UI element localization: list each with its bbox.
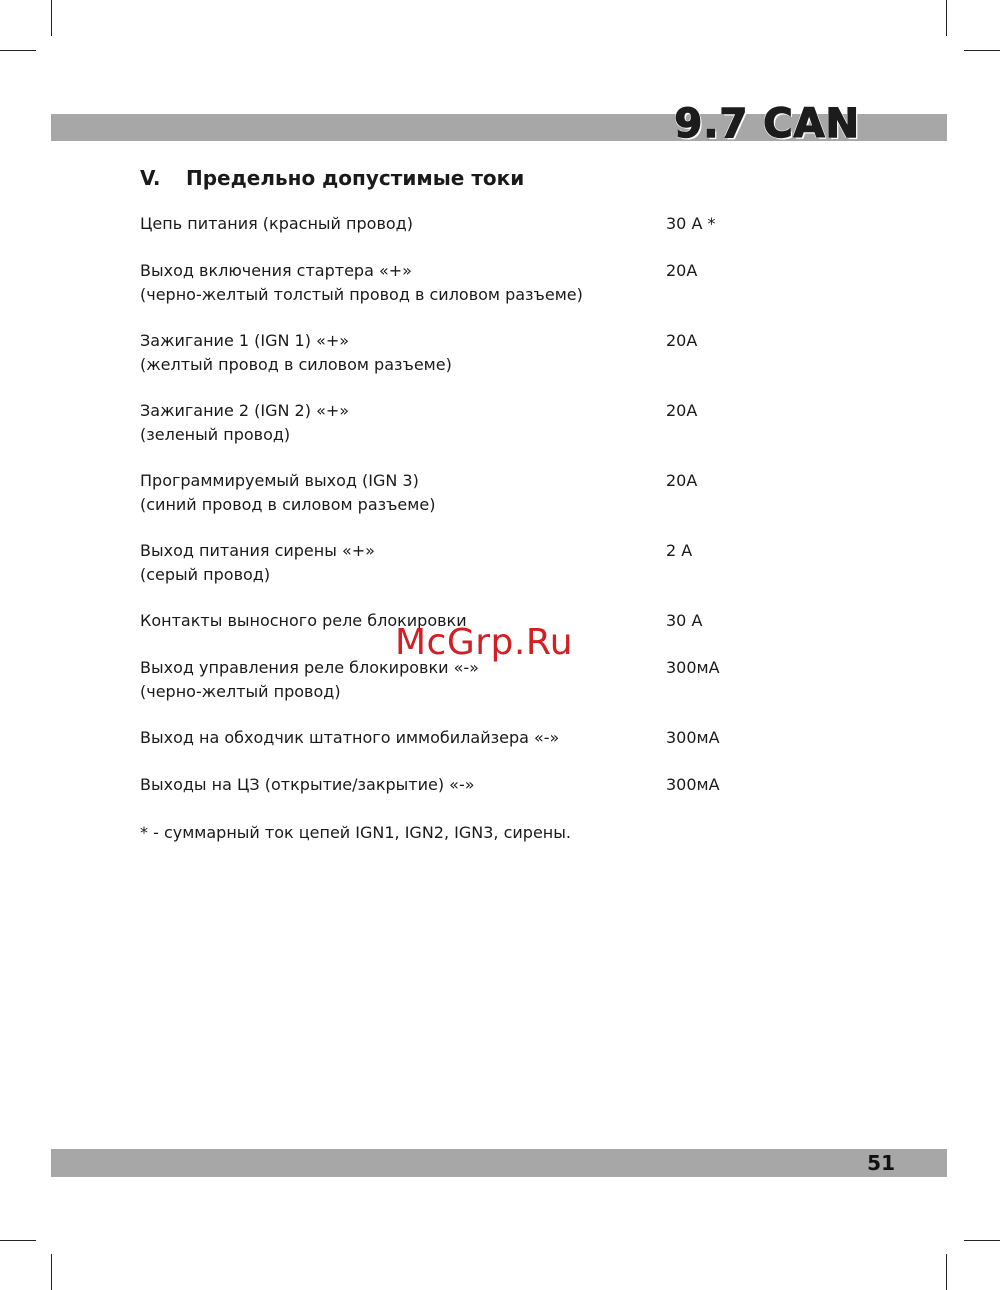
crop-mark xyxy=(0,50,36,51)
crop-mark xyxy=(964,1240,1000,1241)
watermark: McGrp.Ru xyxy=(395,622,574,663)
crop-mark xyxy=(0,1240,36,1241)
spec-label xyxy=(140,726,640,750)
footer-bar xyxy=(51,1149,947,1177)
spec-label-line: Зажигание 2 (IGN 2) «+» xyxy=(140,401,350,420)
spec-label-line: (черно-желтый провод) xyxy=(140,681,341,701)
spec-label xyxy=(140,329,640,376)
spec-value: 2 А xyxy=(666,541,693,560)
section-title: Предельно допустимые токи xyxy=(186,166,525,190)
section-number: V. xyxy=(140,166,161,190)
spec-label-line: (черно-желтый толстый провод в силовом разъеме) xyxy=(140,284,583,304)
spec-label xyxy=(140,399,640,446)
spec-value: 30 А xyxy=(666,611,703,630)
page-number: 51 xyxy=(867,1151,895,1175)
spec-label-line: Выход управления реле блокировки «-» xyxy=(140,658,479,677)
spec-value: 20А xyxy=(666,401,698,420)
spec-label-line: Программируемый выход (IGN 3) xyxy=(140,471,419,490)
spec-label xyxy=(140,212,640,236)
spec-label-line: (желтый провод в силовом разъеме) xyxy=(140,354,452,374)
spec-value: 20А xyxy=(666,331,698,350)
spec-value: 300мА xyxy=(666,775,720,794)
crop-mark xyxy=(946,0,947,36)
spec-label xyxy=(140,773,640,797)
spec-value: 20А xyxy=(666,471,698,490)
spec-label-line: Выходы на ЦЗ (открытие/закрытие) «-» xyxy=(140,775,475,794)
spec-label xyxy=(140,539,640,586)
spec-label xyxy=(140,469,640,516)
spec-label-line: Выход включения стартера «+» xyxy=(140,261,412,280)
spec-label-line: Контакты выносного реле блокировки xyxy=(140,611,467,630)
spec-label xyxy=(140,259,640,306)
spec-label-line: (синий провод в силовом разъеме) xyxy=(140,494,436,514)
spec-value: 300мА xyxy=(666,728,720,747)
crop-mark xyxy=(946,1254,947,1290)
model-title: 9.7 CAN xyxy=(674,101,860,147)
spec-label-line: Выход на обходчик штатного иммобилайзера «-» xyxy=(140,728,560,747)
footnote: * - суммарный ток цепей IGN1, IGN2, IGN3, сирены. xyxy=(140,823,571,842)
spec-value: 20А xyxy=(666,261,698,280)
crop-mark xyxy=(51,0,52,36)
spec-label-line: Цепь питания (красный провод) xyxy=(140,214,413,233)
spec-label-line: Выход питания сирены «+» xyxy=(140,541,375,560)
spec-label-line: (зеленый провод) xyxy=(140,424,291,444)
spec-label-line: Зажигание 1 (IGN 1) «+» xyxy=(140,331,350,350)
crop-mark xyxy=(964,50,1000,51)
section-heading xyxy=(140,166,524,190)
spec-label xyxy=(140,656,640,703)
spec-value: 300мА xyxy=(666,658,720,677)
crop-mark xyxy=(51,1254,52,1290)
spec-value: 30 А * xyxy=(666,214,716,233)
spec-label-line: (серый провод) xyxy=(140,564,271,584)
